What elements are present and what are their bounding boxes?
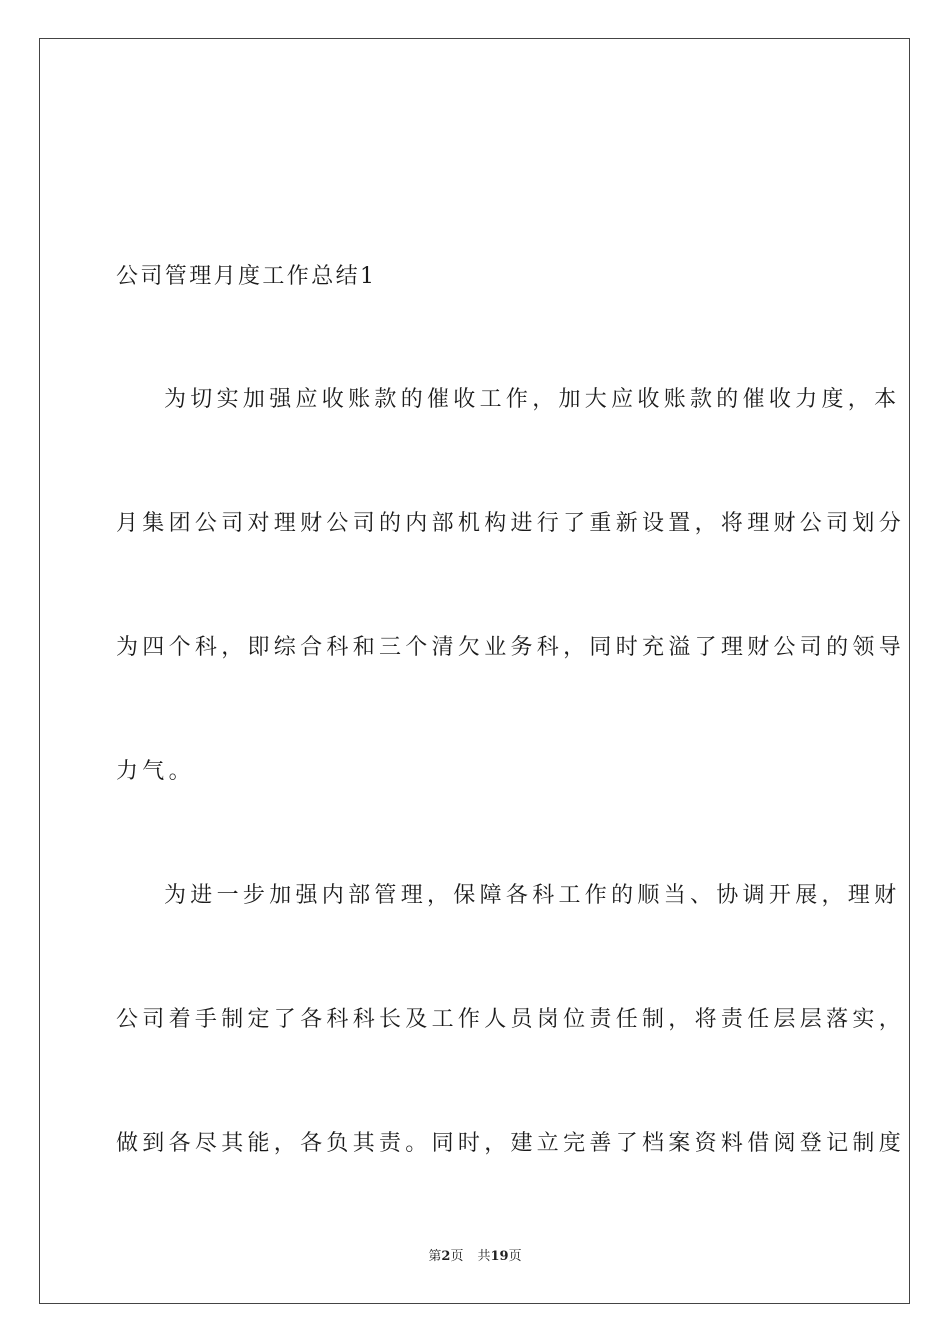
paragraph-1-line-3: 为四个科，即综合科和三个清欠业务科，同时充溢了理财公司的领导	[116, 635, 906, 660]
paragraph-2-line-2: 公司着手制定了各科科长及工作人员岗位责任制，将责任层层落实，	[116, 1007, 906, 1032]
paragraph-2-line-3: 做到各尽其能，各负其责。同时，建立完善了档案资料借阅登记制度	[116, 1131, 906, 1156]
page-footer	[0, 1248, 950, 1266]
paragraph-1-line-4: 力气。	[116, 759, 195, 784]
page-border	[39, 38, 910, 1304]
total-pages: 19	[490, 1249, 509, 1264]
page-suffix: 页	[450, 1249, 464, 1264]
paragraph-1-line-1: 为切实加强应收账款的催收工作，加大应收账款的催收力度，本	[164, 387, 901, 412]
page-prefix: 第	[428, 1249, 442, 1264]
paragraph-1-line-2: 月集团公司对理财公司的内部机构进行了重新设置，将理财公司划分	[116, 511, 906, 536]
paragraph-2-line-1: 为进一步加强内部管理，保障各科工作的顺当、协调开展，理财	[164, 883, 901, 908]
page-number: 2	[441, 1249, 451, 1264]
document-title: 公司管理月度工作总结1	[116, 264, 377, 289]
total-prefix: 共	[477, 1249, 491, 1264]
total-suffix: 页	[508, 1249, 522, 1264]
